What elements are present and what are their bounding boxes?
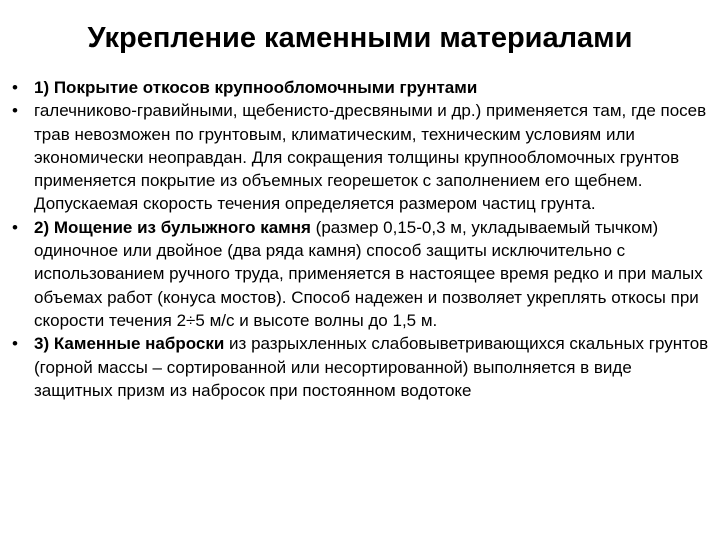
bullet-item-2 [12, 99, 712, 215]
slide-title: Укрепление каменными материалами [87, 22, 633, 54]
bullet-3-bold: 2) Мощение из булыжного камня [34, 217, 311, 237]
bullet-icon: • [12, 334, 18, 354]
bullet-1-bold: 1) Покрытие откосов крупнообломочными грунтами [34, 78, 478, 97]
bullet-list [12, 76, 712, 402]
bullet-4-bold: 3) Каменные наброски [34, 334, 225, 354]
bullet-item-3 [12, 216, 712, 332]
bullet-3-text: (размер 0,15-0,3 м, укладываемый тычком) одиночное или двойное (два ряда камня) способ защиты исключительно с использованием ручного труда, применяется в настоящее время редко и при малых объемах работ (конуса мостов). Способ надежен и позволяет укреплять откосы при скорости течения 2÷5 м/с и высоте волны до 1,5 м. [34, 217, 703, 330]
bullet-4-text: из разрыхленных слабовыветривающихся скальных грунтов (горной массы – сортированной или несортированной) выполняется в виде защитных призм из набросок при постоянном водотоке [34, 334, 709, 400]
bullet-2-text: галечниково-гравийными, щебенисто-дресвяными и др.) применяется там, где посев трав невозможен по грунтовым, климатическим, техническим условиям или экономически неоправдан. Для сокращения толщины крупнообломочных грунтов применяется покрытие из объемных георешеток с заполнением его щебнем. Допускаемая скорость течения определяется размером частиц грунта. [34, 101, 707, 214]
bullet-item-4 [12, 332, 712, 402]
bullet-icon: • [12, 78, 18, 97]
bullet-icon: • [12, 217, 18, 237]
bullet-item-1 [12, 76, 712, 99]
bullet-icon: • [12, 101, 18, 121]
